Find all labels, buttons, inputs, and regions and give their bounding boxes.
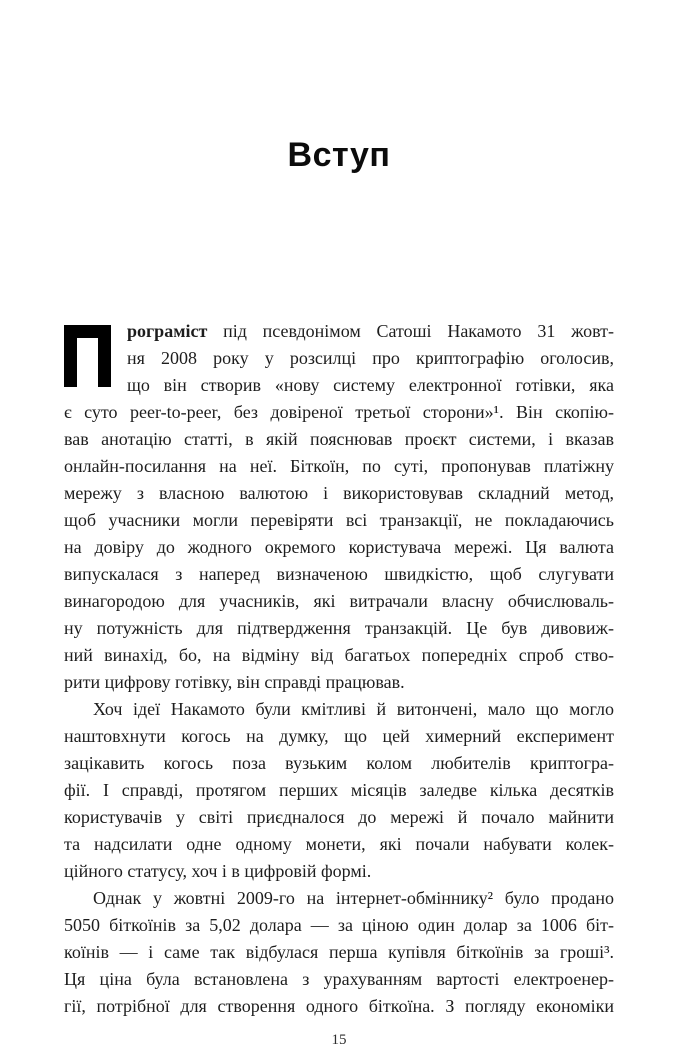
text-run: під псевдонімом Сатоші Накамото 31 жовт-	[207, 321, 614, 341]
page-number: 15	[331, 1032, 347, 1048]
dropcap-adjacent-lines	[64, 345, 614, 399]
text-line: вав анотацію статті, в якій пояснював проєкт системи, і вказав	[64, 429, 614, 449]
text-line: є суто peer-to-peer, без довіреної третьої сторони»¹. Він скопію-	[64, 402, 614, 422]
text-line: рити цифрову готівку, він справді працював.	[64, 672, 405, 692]
paragraph-lines	[64, 399, 614, 669]
text-line: Хоч ідеї Накамото були кмітливі й витончені, мало що могло	[93, 699, 614, 719]
paragraph-lines	[64, 912, 614, 1020]
text-line: наштовхнути когось на думку, що цей химерний експеримент	[64, 726, 614, 746]
text-column	[64, 318, 614, 1020]
text-line: на довіру до жодного окремого користувача мережі. Ця валюта	[64, 537, 614, 557]
text-line: винагородою для учасників, які витрачали власну обчислюваль-	[64, 591, 614, 611]
text-line: мережу з власною валютою і використовував складний метод,	[64, 483, 614, 503]
text-line: фії. І справді, протягом перших місяців заледве кілька десятків	[64, 780, 614, 800]
paragraph-intro	[64, 318, 614, 696]
dropcap-letter	[64, 387, 65, 388]
paragraph-lines	[64, 723, 614, 858]
lead-bold-word: рограміст	[127, 321, 208, 341]
text-line: ний винахід, бо, на відміну від багатьох попередніх спроб ство-	[64, 645, 614, 665]
text-line: щоб учасники могли перевіряти всі транзакції, не покладаючись	[64, 510, 614, 530]
text-line: ційного статусу, хоч і в цифровій формі.	[64, 861, 372, 881]
text-line: Ця ціна була встановлена з урахуванням вартості електроенер-	[64, 969, 614, 989]
text-line: зацікавить когось поза вузьким колом любителів криптогра-	[64, 753, 614, 773]
chapter-title: Вступ	[287, 136, 391, 174]
text-line: онлайн-посилання на неї. Біткоїн, по суті, пропонував платіжну	[64, 456, 614, 476]
text-line: гії, потрібної для створення одного біткоїна. З погляду економіки	[64, 996, 614, 1016]
text-line: що він створив «нову систему електронної готівки, яка	[127, 375, 614, 395]
text-line	[64, 318, 614, 345]
text-line: та надсилати одне одному монети, які почали набувати колек-	[64, 834, 614, 854]
text-line: коїнів — і саме так відбулася перша купівля біткоїнів за гроші³.	[64, 942, 614, 962]
text-line: Однак у жовтні 2009-го на інтернет-обміннику² було продано	[93, 888, 614, 908]
text-line: випускалася з наперед визначеною швидкістю, щоб слугувати	[64, 564, 614, 584]
dropcap	[64, 318, 127, 399]
text-line: 5050 біткоїнів за 5,02 долара — за ціною один долар за 1006 біт-	[64, 915, 614, 935]
paragraph-nakamoto-ideas	[64, 696, 614, 885]
text-line: ня 2008 року у розсилці про криптографію оголосив,	[127, 348, 614, 368]
text-line: користувачів у світі приєдналося до мережі й почало майнити	[64, 807, 614, 827]
text-line: ну потужність для підтвердження транзакцій. Це був дивовиж-	[64, 618, 614, 638]
paragraph-first-purchase	[64, 885, 614, 1020]
dropcap-letter-shape	[64, 325, 111, 387]
